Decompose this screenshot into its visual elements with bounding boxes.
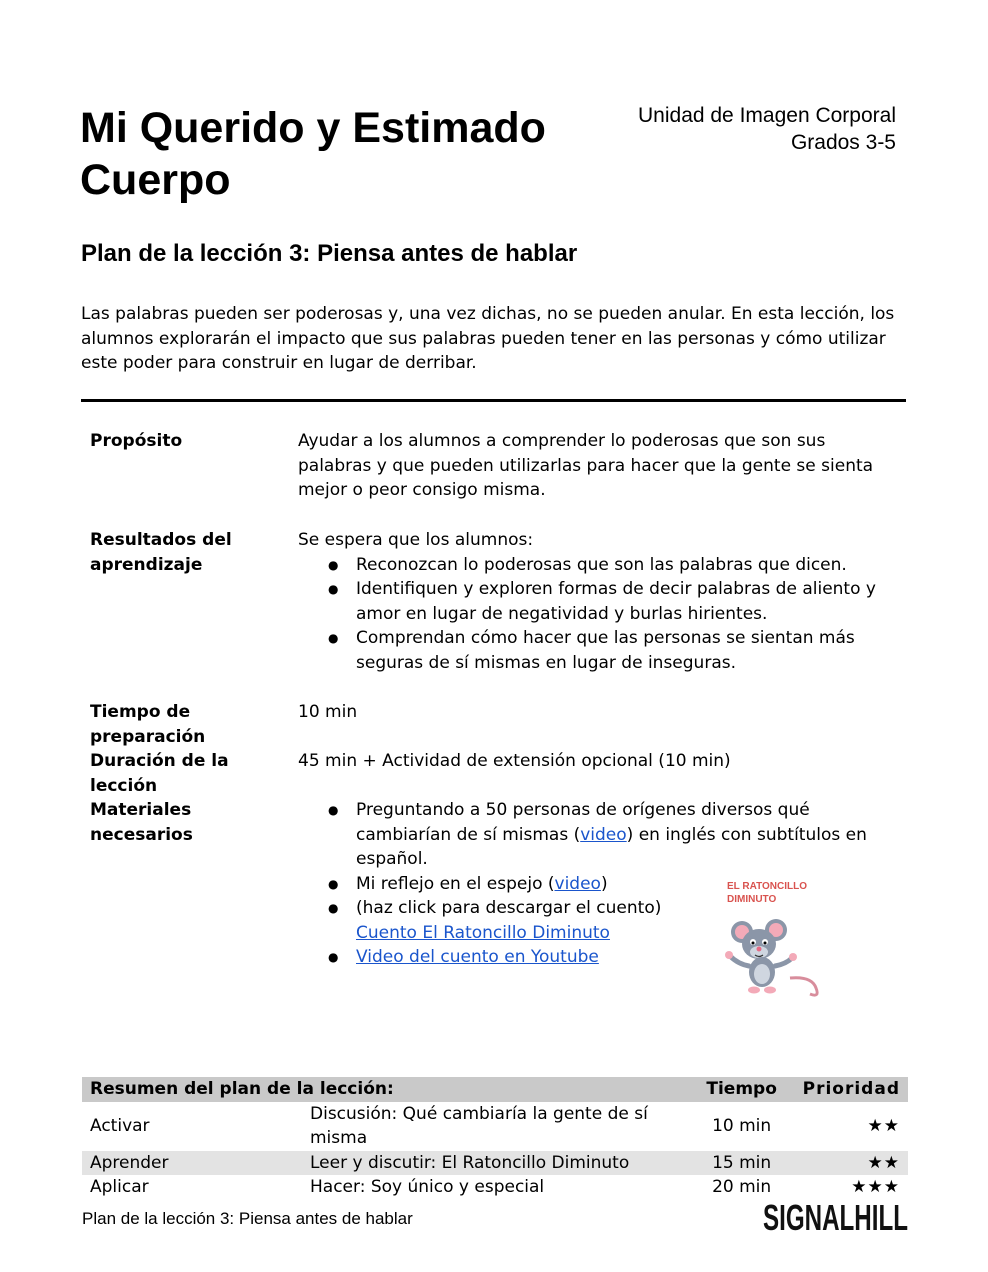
- unit-name: Unidad de Imagen Corporal: [638, 104, 896, 127]
- time-column-header: Tiempo: [689, 1077, 795, 1102]
- list-item: ● Reconozcan lo poderosas que son las palabras que dicen.: [356, 553, 903, 578]
- priority-column-header: Prioridad: [795, 1077, 908, 1102]
- priority-stars: ★★: [795, 1151, 908, 1176]
- list-item: ● Preguntando a 50 personas de orígenes diversos qué cambiarían de sí mismas (video) en inglés con subtítulos en español.: [356, 798, 903, 872]
- intro-paragraph: Las palabras pueden ser poderosas y, una vez dichas, no se pueden anular. En esta lección, los alumnos explorarán el impacto que sus palabras pueden tener en las personas y cómo utilizar este poder para construir en lugar de derribar.: [81, 304, 895, 373]
- grade-range: Grados 3-5: [790, 131, 896, 154]
- section-divider: [81, 399, 906, 402]
- list-item: ● Identifiquen y exploren formas de decir palabras de aliento y amor en lugar de negatividad y burlas hirientes.: [356, 577, 903, 626]
- video-link-1[interactable]: video: [580, 824, 627, 845]
- logo-text: SIGNALHILL: [763, 1197, 908, 1238]
- signalhill-logo: [763, 1186, 908, 1238]
- time-cell: 10 min: [712, 1115, 772, 1136]
- lesson-title: Plan de la lección 3: Piensa antes de hablar: [81, 240, 578, 267]
- materials-label: Materiales necesarios: [90, 800, 193, 845]
- list-item: ● (haz click para descargar el cuento) Cuento El Ratoncillo Diminuto: [356, 896, 903, 945]
- youtube-story-link[interactable]: Video del cuento en Youtube: [356, 947, 599, 967]
- list-item: ● Comprendan cómo hacer que las personas se sientan más seguras de sí mismas en lugar de inseguras.: [356, 626, 903, 675]
- mouse-illustration: [720, 906, 830, 998]
- duration-label: Duración de la lección: [90, 751, 229, 796]
- unit-info: [638, 102, 896, 156]
- outcomes-block: [298, 528, 903, 675]
- list-item: ● Mi reflejo en el espejo (video): [356, 872, 903, 897]
- priority-stars: ★★★: [851, 1177, 900, 1197]
- story-download-link[interactable]: Cuento El Ratoncillo Diminuto: [356, 922, 610, 943]
- time-cell: 20 min: [712, 1177, 772, 1197]
- prep-time-label: Tiempo de preparación: [90, 702, 206, 747]
- footer-text: Plan de la lección 3: Piensa antes de hablar: [82, 1209, 413, 1228]
- outcomes-list: [298, 553, 903, 676]
- phase-cell: Activar: [90, 1115, 150, 1136]
- purpose-text: Ayudar a los alumnos a comprender lo poderosas que son sus palabras y que pueden utilizarlas para hacer que la gente se sienta mejor o peor consigo misma.: [298, 431, 874, 500]
- activity-cell: Leer y discutir: El Ratoncillo Diminuto: [302, 1151, 689, 1176]
- phase-cell: Aprender: [82, 1151, 302, 1176]
- book-cover-image: [720, 880, 830, 1000]
- prep-time-value: 10 min: [298, 702, 358, 722]
- table-row: [82, 1151, 908, 1176]
- lesson-summary-table: [82, 1077, 908, 1200]
- outcomes-label: Resultados del aprendizaje: [90, 530, 232, 575]
- time-cell: 15 min: [689, 1151, 795, 1176]
- table-header-row: [82, 1077, 908, 1102]
- summary-header-label: Resumen del plan de la lección:: [82, 1077, 689, 1102]
- table-row: [82, 1102, 908, 1151]
- activity-cell: Discusión: Qué cambiaría la gente de sí misma: [310, 1103, 648, 1148]
- phase-cell: Aplicar: [90, 1177, 149, 1197]
- duration-value: 45 min + Actividad de extensión opcional (10 min): [298, 751, 731, 771]
- outcomes-intro: Se espera que los alumnos:: [298, 530, 534, 550]
- video-link-2[interactable]: video: [554, 873, 601, 894]
- document-title: Mi Querido y Estimado Cuerpo: [80, 104, 546, 204]
- activity-cell: Hacer: Soy único y especial: [310, 1177, 545, 1197]
- book-cover-title: EL RATONCILLO DIMINUTO: [727, 881, 807, 905]
- purpose-label: Propósito: [90, 431, 183, 451]
- priority-stars: ★★: [867, 1115, 900, 1136]
